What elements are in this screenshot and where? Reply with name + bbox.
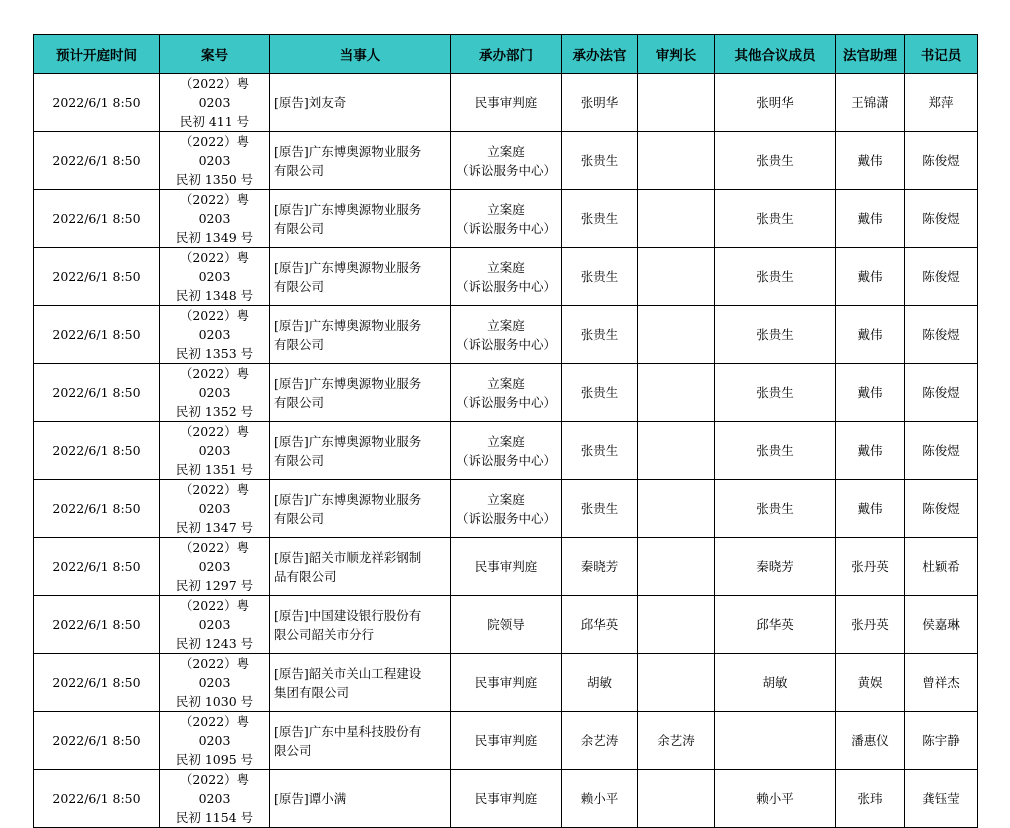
cell-party <box>270 480 451 538</box>
header-party: 当事人 <box>270 35 451 74</box>
cell-department <box>451 422 562 480</box>
cell-case-number <box>160 596 270 654</box>
cell-department <box>451 364 562 422</box>
cell-case-number-line: （2022）粤 0203 <box>179 192 250 226</box>
cell-panel-members <box>715 364 836 422</box>
cell-judge <box>562 770 638 828</box>
cell-department-line: 立案庭 <box>487 317 525 333</box>
cell-panel-members-line: 张贵生 <box>756 443 794 458</box>
cell-party-line: 限公司韶关市分行 <box>274 626 375 642</box>
cell-time <box>34 248 160 306</box>
cell-clerk-line: 龚钰莹 <box>922 791 960 806</box>
cell-case-number-line: 民初 1154 号 <box>175 810 254 825</box>
cell-case-number-line: （2022）粤 0203 <box>179 714 250 748</box>
cell-presiding-judge <box>638 654 715 712</box>
cell-party <box>270 538 451 596</box>
table-row <box>34 480 978 538</box>
cell-party-line: 品有限公司 <box>274 568 337 584</box>
cell-clerk-line: 杜颖希 <box>922 559 960 574</box>
cell-party-line: [原告]中国建设银行股份有 <box>274 607 422 623</box>
cell-party-line: [原告]韶关市关山工程建设 <box>274 665 422 681</box>
cell-judge-line: 张贵生 <box>580 443 619 458</box>
cell-case-number-line: （2022）粤 0203 <box>179 482 250 516</box>
cell-department-line: （诉讼服务中心） <box>455 394 556 410</box>
cell-clerk <box>905 74 978 132</box>
cell-case-number-line: 民初 1350 号 <box>175 172 254 187</box>
cell-judge-assistant-line: 张丹英 <box>851 617 889 632</box>
cell-judge <box>562 538 638 596</box>
cell-department-line: 院领导 <box>487 617 525 632</box>
cell-judge-line: 张贵生 <box>580 327 619 342</box>
cell-party-line: [原告]广东博奥源物业服务 <box>274 317 422 333</box>
header-judge: 承办法官 <box>562 35 638 74</box>
cell-judge-assistant <box>836 770 905 828</box>
cell-time-line: 2022/6/1 8:50 <box>52 385 141 400</box>
cell-case-number-line: 民初 1352 号 <box>175 404 254 419</box>
cell-panel-members-line: 张贵生 <box>756 269 794 284</box>
cell-department-line: （诉讼服务中心） <box>455 452 556 468</box>
cell-case-number <box>160 74 270 132</box>
cell-time <box>34 538 160 596</box>
cell-department-line: （诉讼服务中心） <box>455 278 556 294</box>
cell-party <box>270 74 451 132</box>
cell-judge <box>562 480 638 538</box>
cell-party-line: 有限公司 <box>274 510 325 526</box>
cell-judge <box>562 654 638 712</box>
header-judge-assistant: 法官助理 <box>836 35 905 74</box>
header-presiding-judge: 审判长 <box>638 35 715 74</box>
header-time: 预计开庭时间 <box>34 35 160 74</box>
cell-judge-assistant-line: 张玮 <box>857 791 883 806</box>
cell-case-number-line: 民初 1243 号 <box>175 636 254 651</box>
cell-department-line: 立案庭 <box>487 143 525 159</box>
cell-judge-assistant <box>836 306 905 364</box>
cell-time-line: 2022/6/1 8:50 <box>52 269 141 284</box>
cell-department-line: 立案庭 <box>487 201 525 217</box>
cell-judge-assistant-line: 戴伟 <box>857 153 883 168</box>
cell-presiding-judge <box>638 712 715 770</box>
cell-department-line: 立案庭 <box>487 259 525 275</box>
cell-panel-members-line: 张贵生 <box>756 385 794 400</box>
cell-time-line: 2022/6/1 8:50 <box>52 327 141 342</box>
cell-party-line: [原告]广东博奥源物业服务 <box>274 143 422 159</box>
cell-panel-members <box>715 132 836 190</box>
cell-panel-members-line: 秦晓芳 <box>756 559 794 574</box>
cell-department-line: 民事审判庭 <box>474 791 538 806</box>
cell-department-line: 立案庭 <box>487 433 525 449</box>
cell-time-line: 2022/6/1 8:50 <box>52 791 141 806</box>
cell-case-number-line: （2022）粤 0203 <box>179 250 250 284</box>
cell-party-line: 有限公司 <box>274 278 325 294</box>
table-row <box>34 422 978 480</box>
cell-party-line: [原告]广东博奥源物业服务 <box>274 433 422 449</box>
cell-case-number-line: 民初 1297 号 <box>175 578 254 593</box>
cell-case-number-line: （2022）粤 0203 <box>179 134 250 168</box>
cell-panel-members <box>715 770 836 828</box>
cell-judge-assistant <box>836 422 905 480</box>
cell-party-line: [原告]广东博奥源物业服务 <box>274 259 422 275</box>
cell-judge-line: 邱华英 <box>580 617 619 632</box>
cell-department <box>451 480 562 538</box>
cell-panel-members-line: 张贵生 <box>756 501 794 516</box>
header-department: 承办部门 <box>451 35 562 74</box>
cell-panel-members <box>715 190 836 248</box>
cell-case-number-line: 民初 1030 号 <box>175 694 254 709</box>
cell-time <box>34 364 160 422</box>
table-row <box>34 596 978 654</box>
cell-department <box>451 190 562 248</box>
cell-party <box>270 712 451 770</box>
cell-case-number-line: 民初 1348 号 <box>175 288 254 303</box>
cell-presiding-judge <box>638 538 715 596</box>
cell-department-line: 立案庭 <box>487 375 525 391</box>
cell-judge-assistant-line: 戴伟 <box>857 327 883 342</box>
cell-judge <box>562 422 638 480</box>
cell-clerk-line: 曾祥杰 <box>922 675 960 690</box>
cell-judge-line: 张贵生 <box>580 385 619 400</box>
cell-department <box>451 712 562 770</box>
table-row <box>34 712 978 770</box>
cell-party <box>270 770 451 828</box>
cell-party-line: [原告]谭小满 <box>274 791 347 806</box>
cell-case-number-line: （2022）粤 0203 <box>179 656 250 690</box>
cell-judge-assistant-line: 戴伟 <box>857 385 883 400</box>
cell-clerk <box>905 480 978 538</box>
cell-department-line: 民事审判庭 <box>474 559 538 574</box>
cell-panel-members <box>715 538 836 596</box>
cell-case-number-line: 民初 411 号 <box>179 114 250 129</box>
cell-panel-members-line: 张贵生 <box>756 153 794 168</box>
cell-time <box>34 74 160 132</box>
cell-clerk-line: 陈宇静 <box>922 733 960 748</box>
cell-time-line: 2022/6/1 8:50 <box>52 443 141 458</box>
cell-time-line: 2022/6/1 8:50 <box>52 153 141 168</box>
cell-panel-members <box>715 654 836 712</box>
cell-department-line: （诉讼服务中心） <box>455 220 556 236</box>
cell-party-line: 有限公司 <box>274 394 325 410</box>
cell-clerk <box>905 132 978 190</box>
cell-party-line: [原告]刘友奇 <box>274 95 347 110</box>
cell-time <box>34 306 160 364</box>
cell-party <box>270 422 451 480</box>
cell-case-number <box>160 712 270 770</box>
cell-panel-members <box>715 596 836 654</box>
cell-department-line: （诉讼服务中心） <box>455 510 556 526</box>
cell-case-number <box>160 132 270 190</box>
cell-party <box>270 132 451 190</box>
cell-case-number-line: （2022）粤 0203 <box>179 772 250 806</box>
cell-clerk <box>905 712 978 770</box>
cell-judge <box>562 596 638 654</box>
table-row <box>34 306 978 364</box>
cell-time <box>34 480 160 538</box>
cell-panel-members-line: 胡敏 <box>762 675 788 690</box>
cell-case-number-line: （2022）粤 0203 <box>179 424 250 458</box>
cell-party <box>270 654 451 712</box>
cell-judge <box>562 74 638 132</box>
cell-party-line: 有限公司 <box>274 220 325 236</box>
cell-judge-assistant-line: 王锦潇 <box>851 95 889 110</box>
cell-case-number <box>160 538 270 596</box>
cell-party-line: [原告]广东博奥源物业服务 <box>274 201 422 217</box>
cell-judge <box>562 306 638 364</box>
cell-case-number-line: （2022）粤 0203 <box>179 76 250 110</box>
table-body <box>34 74 978 828</box>
cell-judge-line: 张贵生 <box>580 153 619 168</box>
cell-presiding-judge <box>638 422 715 480</box>
cell-time <box>34 596 160 654</box>
cell-judge-assistant <box>836 190 905 248</box>
cell-case-number-line: （2022）粤 0203 <box>179 540 250 574</box>
cell-party <box>270 306 451 364</box>
cell-department-line: （诉讼服务中心） <box>455 336 556 352</box>
cell-judge-assistant-line: 戴伟 <box>857 211 883 226</box>
cell-department-line: 民事审判庭 <box>474 95 538 110</box>
hearing-schedule-table <box>33 34 978 828</box>
cell-judge-assistant <box>836 248 905 306</box>
cell-time <box>34 654 160 712</box>
cell-case-number-line: 民初 1351 号 <box>175 462 254 477</box>
cell-case-number-line: 民初 1095 号 <box>175 752 254 767</box>
cell-panel-members-line: 邱华英 <box>756 617 794 632</box>
cell-judge-assistant <box>836 364 905 422</box>
cell-presiding-judge <box>638 190 715 248</box>
cell-judge-assistant <box>836 654 905 712</box>
cell-judge <box>562 364 638 422</box>
cell-party <box>270 364 451 422</box>
cell-judge-line: 张贵生 <box>580 211 619 226</box>
cell-time <box>34 422 160 480</box>
cell-judge-line: 赖小平 <box>580 791 619 806</box>
cell-panel-members-line: 张明华 <box>756 95 794 110</box>
cell-case-number-line: 民初 1353 号 <box>175 346 254 361</box>
cell-judge-assistant-line: 张丹英 <box>851 559 889 574</box>
cell-case-number <box>160 248 270 306</box>
cell-panel-members <box>715 712 836 770</box>
table-row <box>34 190 978 248</box>
cell-judge-line: 胡敏 <box>586 675 612 690</box>
cell-department <box>451 248 562 306</box>
cell-presiding-judge <box>638 770 715 828</box>
cell-party-line: [原告]韶关市顺龙祥彩钢制 <box>274 549 422 565</box>
table-row <box>34 132 978 190</box>
cell-department <box>451 596 562 654</box>
cell-judge-assistant <box>836 596 905 654</box>
cell-clerk-line: 陈俊煜 <box>922 327 960 342</box>
cell-time-line: 2022/6/1 8:50 <box>52 559 141 574</box>
cell-judge-line: 张贵生 <box>580 269 619 284</box>
cell-time <box>34 712 160 770</box>
cell-department <box>451 132 562 190</box>
cell-clerk <box>905 306 978 364</box>
cell-clerk-line: 陈俊煜 <box>922 269 960 284</box>
cell-judge-assistant <box>836 480 905 538</box>
cell-department <box>451 74 562 132</box>
cell-judge-assistant-line: 戴伟 <box>857 501 883 516</box>
cell-case-number-line: （2022）粤 0203 <box>179 308 250 342</box>
cell-clerk <box>905 538 978 596</box>
table-row <box>34 364 978 422</box>
cell-department-line: 立案庭 <box>487 491 525 507</box>
cell-judge-line: 秦晓芳 <box>580 559 619 574</box>
cell-clerk-line: 郑萍 <box>928 95 954 110</box>
cell-department-line: 民事审判庭 <box>474 675 538 690</box>
table-row <box>34 74 978 132</box>
table-row <box>34 654 978 712</box>
cell-clerk-line: 陈俊煜 <box>922 385 960 400</box>
cell-clerk-line: 陈俊煜 <box>922 211 960 226</box>
cell-party-line: 限公司 <box>274 742 312 758</box>
header-clerk: 书记员 <box>905 35 978 74</box>
cell-clerk <box>905 770 978 828</box>
cell-presiding-judge <box>638 74 715 132</box>
cell-clerk <box>905 364 978 422</box>
cell-case-number <box>160 190 270 248</box>
cell-time-line: 2022/6/1 8:50 <box>52 501 141 516</box>
cell-time-line: 2022/6/1 8:50 <box>52 675 141 690</box>
cell-clerk-line: 侯嘉琳 <box>922 617 960 632</box>
cell-case-number <box>160 422 270 480</box>
cell-case-number <box>160 306 270 364</box>
cell-panel-members <box>715 74 836 132</box>
cell-clerk-line: 陈俊煜 <box>922 501 960 516</box>
cell-clerk <box>905 422 978 480</box>
cell-department <box>451 770 562 828</box>
cell-judge-assistant <box>836 132 905 190</box>
cell-clerk <box>905 654 978 712</box>
cell-case-number <box>160 364 270 422</box>
cell-clerk <box>905 596 978 654</box>
cell-presiding-judge <box>638 248 715 306</box>
cell-presiding-judge <box>638 364 715 422</box>
cell-judge-assistant-line: 黄娱 <box>857 675 883 690</box>
header-row <box>34 35 978 74</box>
cell-panel-members <box>715 248 836 306</box>
cell-judge <box>562 132 638 190</box>
cell-judge-assistant <box>836 712 905 770</box>
cell-panel-members-line: 张贵生 <box>756 327 794 342</box>
cell-judge <box>562 712 638 770</box>
cell-case-number-line: （2022）粤 0203 <box>179 598 250 632</box>
table-row <box>34 770 978 828</box>
cell-department-line: （诉讼服务中心） <box>455 162 556 178</box>
cell-time <box>34 132 160 190</box>
cell-department <box>451 654 562 712</box>
cell-panel-members-line: 赖小平 <box>756 791 794 806</box>
cell-time-line: 2022/6/1 8:50 <box>52 733 141 748</box>
cell-case-number <box>160 770 270 828</box>
cell-party-line: [原告]广东中星科技股份有 <box>274 723 422 739</box>
cell-party-line: [原告]广东博奥源物业服务 <box>274 491 422 507</box>
cell-time-line: 2022/6/1 8:50 <box>52 95 141 110</box>
header-case-number: 案号 <box>160 35 270 74</box>
cell-judge-assistant <box>836 74 905 132</box>
cell-presiding-judge <box>638 480 715 538</box>
cell-party <box>270 248 451 306</box>
cell-presiding-judge-line: 余艺涛 <box>657 733 695 748</box>
cell-time-line: 2022/6/1 8:50 <box>52 211 141 226</box>
table-row <box>34 248 978 306</box>
cell-case-number <box>160 480 270 538</box>
cell-time-line: 2022/6/1 8:50 <box>52 617 141 632</box>
cell-panel-members-line: 张贵生 <box>756 211 794 226</box>
cell-panel-members <box>715 306 836 364</box>
cell-party-line: 有限公司 <box>274 162 325 178</box>
header-panel-members: 其他合议成员 <box>715 35 836 74</box>
cell-judge-assistant <box>836 538 905 596</box>
cell-judge-line: 张贵生 <box>580 501 619 516</box>
cell-judge-assistant-line: 戴伟 <box>857 443 883 458</box>
cell-department <box>451 306 562 364</box>
cell-party-line: 有限公司 <box>274 336 325 352</box>
table-row <box>34 538 978 596</box>
cell-time <box>34 770 160 828</box>
cell-judge-assistant-line: 戴伟 <box>857 269 883 284</box>
cell-party-line: 有限公司 <box>274 452 325 468</box>
cell-department-line: 民事审判庭 <box>474 733 538 748</box>
cell-judge-line: 张明华 <box>580 95 619 110</box>
cell-party <box>270 190 451 248</box>
cell-case-number-line: 民初 1347 号 <box>175 520 254 535</box>
cell-clerk-line: 陈俊煜 <box>922 443 960 458</box>
cell-party-line: [原告]广东博奥源物业服务 <box>274 375 422 391</box>
cell-judge <box>562 248 638 306</box>
cell-time <box>34 190 160 248</box>
cell-clerk <box>905 190 978 248</box>
cell-case-number-line: （2022）粤 0203 <box>179 366 250 400</box>
cell-clerk-line: 陈俊煜 <box>922 153 960 168</box>
cell-presiding-judge <box>638 306 715 364</box>
cell-clerk <box>905 248 978 306</box>
cell-judge-assistant-line: 潘惠仪 <box>851 733 889 748</box>
cell-party-line: 集团有限公司 <box>274 684 350 700</box>
cell-presiding-judge <box>638 132 715 190</box>
cell-panel-members <box>715 422 836 480</box>
cell-judge <box>562 190 638 248</box>
cell-party <box>270 596 451 654</box>
cell-case-number <box>160 654 270 712</box>
cell-department <box>451 538 562 596</box>
cell-panel-members <box>715 480 836 538</box>
cell-judge-line: 余艺涛 <box>580 733 619 748</box>
cell-case-number-line: 民初 1349 号 <box>175 230 254 245</box>
cell-presiding-judge <box>638 596 715 654</box>
